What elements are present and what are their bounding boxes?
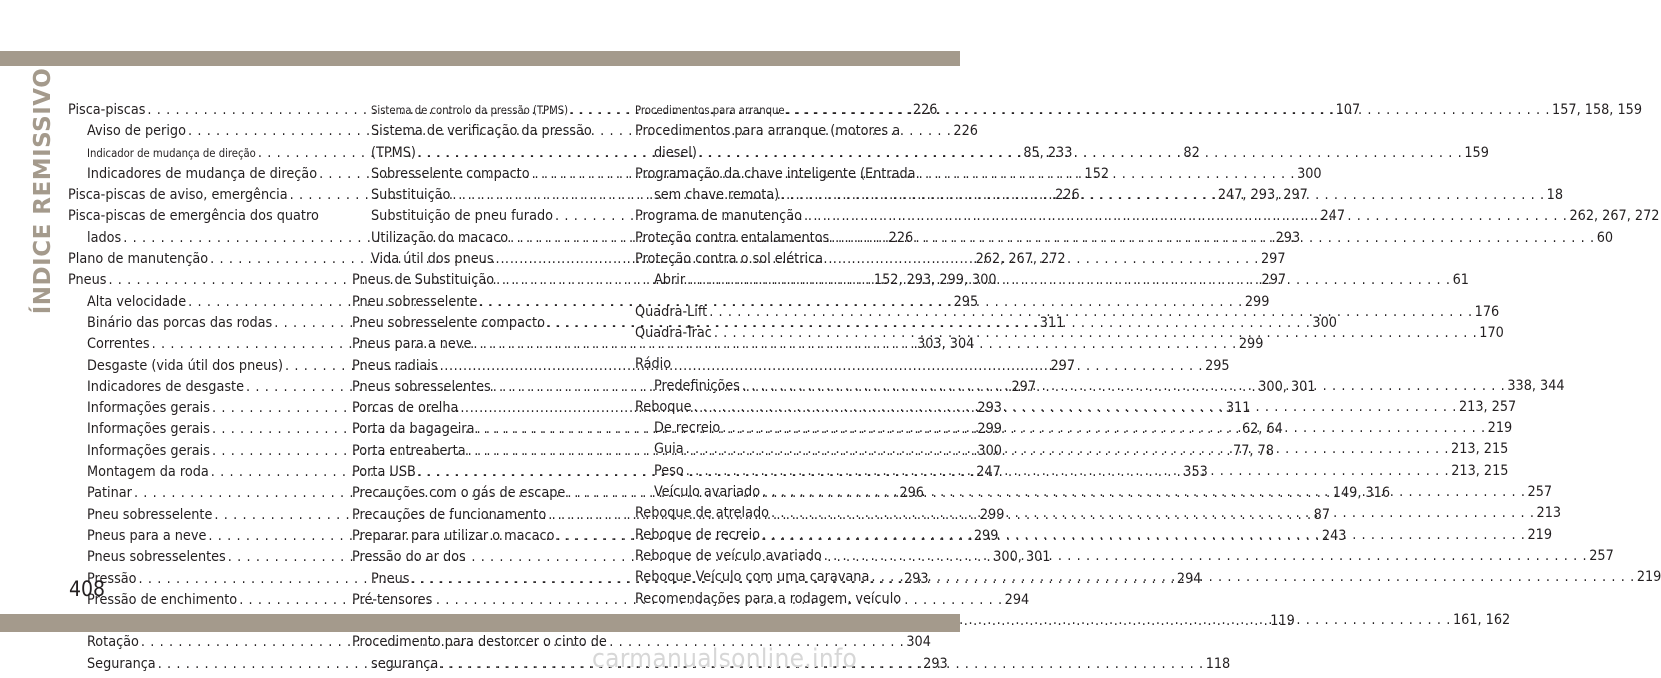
entry-pages: 300 [977,442,1002,459]
entry-label: Rotação [87,634,139,651]
entry-label: (TPMS) [371,144,416,161]
entry-pages: 152 [1084,165,1110,182]
entry-label: Reboque de recreio [635,526,761,543]
entry-label: Pneus [371,570,410,587]
index-entry [635,121,901,142]
entry-label: Programação da chave inteligente (Entrada [635,165,916,182]
entry-label: Predefinições [654,377,740,394]
entry-pages: 300, 301 [993,549,1051,566]
dot-leader [822,546,1589,567]
entry-label: Informações gerais [87,442,210,459]
entry-label: Porcas de orelha [352,400,459,417]
entry-pages: 304 [906,634,931,651]
entry-label: Reboque de veículo avariado [635,547,822,564]
entry-label: Procedimento para destorcer o cinto de [352,634,607,651]
entry-pages: 82 [1183,144,1200,161]
watermark: carmanualsonline.info [592,644,858,674]
entry-pages: 226 [888,229,914,246]
entry-label: Procedimentos para arranque (motores a [635,123,901,140]
entry-pages: 247 [976,464,1001,481]
page-header [0,0,960,66]
entry-label: Pneus sobresselentes [87,549,226,566]
dot-leader [779,185,1546,206]
entry-label: lados [87,229,122,246]
dot-leader [707,302,1474,323]
entry-label: Porta da bagageira [352,421,475,438]
entry-pages: 293 [923,655,948,672]
dot-leader [760,482,1527,503]
index-entry [635,323,1504,344]
entry-label: Substituição [371,187,451,204]
entry-label: Procedimentos para arranque [635,104,785,117]
entry-pages: 294 [1004,591,1030,608]
dot-leader [684,461,1451,482]
entry-pages: 299 [1238,336,1264,353]
entry-label: Indicador de mudança de direção [87,146,256,160]
entry-label: Sistema de verificação da pressão [371,123,592,140]
entry-pages: 311 [1039,314,1065,331]
entry-pages: 247, 293, 297 [1217,187,1308,204]
entry-label: Sistema de controlo da pressão (TPMS) [371,104,569,117]
entry-label: Pneus de Substituição [352,272,495,289]
entry-label: Porta entreaberta [352,442,466,459]
entry-pages: 213 [1536,505,1562,522]
entry-pages: 77, 78 [1233,442,1274,459]
dot-leader [697,143,1464,164]
entry-pages: 226 [1055,187,1080,204]
dot-leader [720,418,1487,439]
entry-pages: 18 [1546,187,1564,204]
entry-pages: 61 [1452,272,1469,289]
dot-leader [740,376,1507,397]
entry-label: Quadra-Lift [635,303,708,320]
entry-pages: 152, 293, 299, 300 [873,272,997,289]
entry-pages: 118 [1205,655,1231,672]
entry-pages: 219 [1527,526,1553,543]
entry-pages: 338, 344 [1507,377,1565,394]
entry-label: Recomendações para a rodagem, veículo [635,590,902,607]
index-entry [352,590,618,611]
entry-label: Proteção contra o sol elétrica [635,251,824,268]
entry-label: Segurança [87,655,156,672]
page-number: 408 [69,577,106,601]
entry-pages: 295 [953,293,979,310]
entry-pages: 295 [1205,357,1230,374]
entry-pages: 213, 215 [1451,462,1509,479]
entry-label: Abrir [654,272,686,289]
entry-pages: 300, 301 [1258,378,1316,395]
dot-leader [829,228,1596,249]
entry-label: Porta USB [352,464,416,481]
entry-label: Pneus sobresselentes [352,378,491,395]
entry-pages: 300 [1312,314,1337,331]
entry-label: Utilização do macaco [371,229,509,246]
entry-pages: 297 [1261,251,1286,268]
entry-label: sem chave remota) [654,187,780,204]
entry-label: Pneu sobresselente [87,506,213,523]
dot-leader [712,323,1479,344]
entry-pages: 62, 64 [1241,421,1283,438]
entry-label: Patinar [87,485,132,502]
dot-leader [691,397,1458,418]
entry-label: Reboque Veículo com uma caravana [635,569,870,586]
index-entry [68,206,334,227]
entry-pages: 300 [1297,165,1322,182]
entry-label: Pisca-piscas [68,102,146,118]
entry-pages: 60 [1596,229,1614,246]
entry-pages: 293 [1275,229,1301,246]
entry-label: Indicadores de desgaste [87,378,245,395]
entry-label: Montagem da roda [87,464,209,481]
section-title: ÍNDICE REMISSIVO [30,67,56,315]
entry-pages: 257 [1527,484,1553,501]
dot-leader [785,100,1552,121]
entry-pages: 311 [1225,400,1251,417]
index-entry [635,589,901,610]
section-tab [28,67,58,315]
entry-label: Desgaste (vida útil dos pneus) [87,357,284,374]
entry-pages: 297 [1011,378,1037,395]
entry-label: Programa de manutenção [635,208,802,225]
entry-label: De recreio [654,420,721,437]
entry-pages: 213, 215 [1451,441,1509,458]
entry-pages: 107 [1335,102,1361,118]
entry-label: Aviso de perigo [87,123,186,140]
entry-label: Quadra-Trac [635,324,712,341]
entry-label: Substituição de pneu furado [371,208,553,225]
entry-pages: 294 [1176,570,1202,587]
entry-label: Informações gerais [87,400,210,417]
entry-pages: 297 [1050,357,1076,374]
dot-leader [684,439,1451,460]
entry-pages: 226 [953,123,978,140]
dot-leader [760,525,1527,546]
entry-label: Rádio [635,356,672,373]
entry-label: Precauções com o gás de escape [352,485,566,502]
entry-pages: 293 [904,570,929,587]
index-entry [635,354,901,375]
entry-pages: 170 [1479,324,1504,341]
entry-pages: 219 [1487,420,1513,437]
dot-leader [869,567,1636,588]
entry-label: Plano de manutenção [68,251,209,268]
entry-label: Pneus para a neve [352,336,472,353]
entry-label: segurança [371,655,439,672]
entry-label: Proteção contra entalamentos [635,229,830,246]
entry-pages: 262, 267, 272 [975,251,1066,268]
index-entry [352,121,618,142]
entry-pages: 299 [977,421,1002,438]
index-entry [635,164,916,185]
entry-pages: 247 [1320,208,1346,225]
entry-label: Pressão [87,570,137,587]
entry-label: Vida útil dos pneus [371,251,494,268]
entry-label: Binário das porcas das rodas [87,314,273,331]
index-entry [352,547,618,568]
entry-label: Precauções de funcionamento [352,506,547,523]
entry-pages: 87 [1313,506,1331,523]
entry-pages: 176 [1474,303,1500,320]
entry-label: Veículo avariado [654,484,761,501]
entry-pages: 293 [977,400,1002,417]
entry-label: Correntes [87,336,150,353]
index-entry [635,249,901,270]
entry-pages: 149, 316 [1332,485,1391,502]
entry-pages: 157, 158, 159 [1552,102,1643,118]
entry-label: Reboque [635,398,692,415]
entry-pages: 243 [1321,527,1347,544]
entry-pages: 299 [979,506,1005,523]
entry-pages: 299 [973,527,999,544]
entry-label: Pneu sobresselente compacto [352,314,545,331]
dot-leader [802,206,1569,227]
entry-pages: 296 [899,485,924,502]
entry-label: Pneus para a neve [87,527,207,544]
entry-pages: 262, 267, 272 [1569,208,1660,225]
entry-label: Pneus radiais [352,357,438,374]
entry-label: Informações gerais [87,421,210,438]
entry-label: Sobresselente compacto [371,165,530,182]
entry-label: Peso [654,462,684,479]
entry-pages: 353 [1183,464,1208,481]
entry-label: Pressão do ar dos [352,549,466,566]
header-band [0,51,960,66]
entry-label: Indicadores de mudança de direção [87,165,318,182]
entry-label: Reboque de atrelado [635,505,770,522]
entry-label: Pré-tensores [352,591,433,608]
entry-pages: 297 [1261,272,1287,289]
entry-pages: 303, 304 [917,336,975,353]
entry-pages: 257 [1589,547,1614,564]
entry-pages: 119 [1270,613,1295,630]
dot-leader [685,270,1452,291]
entry-pages: 226 [912,102,938,118]
entry-label: Alta velocidade [87,293,187,310]
entry-pages: 85, 233 [1023,144,1073,161]
entry-pages: 159 [1464,144,1489,161]
dot-leader [769,503,1536,524]
entry-label: Pneus [68,272,107,289]
entry-label: diesel) [654,144,697,161]
index-entry [352,632,618,653]
entry-label: Pneu sobresselente [352,293,478,310]
entry-label: Guia [654,441,684,458]
entry-pages: 161, 162 [1452,611,1511,628]
entry-pages: 213, 257 [1458,398,1517,415]
footer-band [0,614,960,632]
entry-pages: 299 [1244,293,1270,310]
entry-label: Pisca-piscas de emergência dos quatro [68,208,319,225]
entry-label: Pisca-piscas de aviso, emergência [68,187,288,204]
entry-pages: 219 [1636,569,1661,586]
entry-label: Preparar para utilizar o macaco [352,527,555,544]
entry-label: Pressão de enchimento [87,591,238,608]
